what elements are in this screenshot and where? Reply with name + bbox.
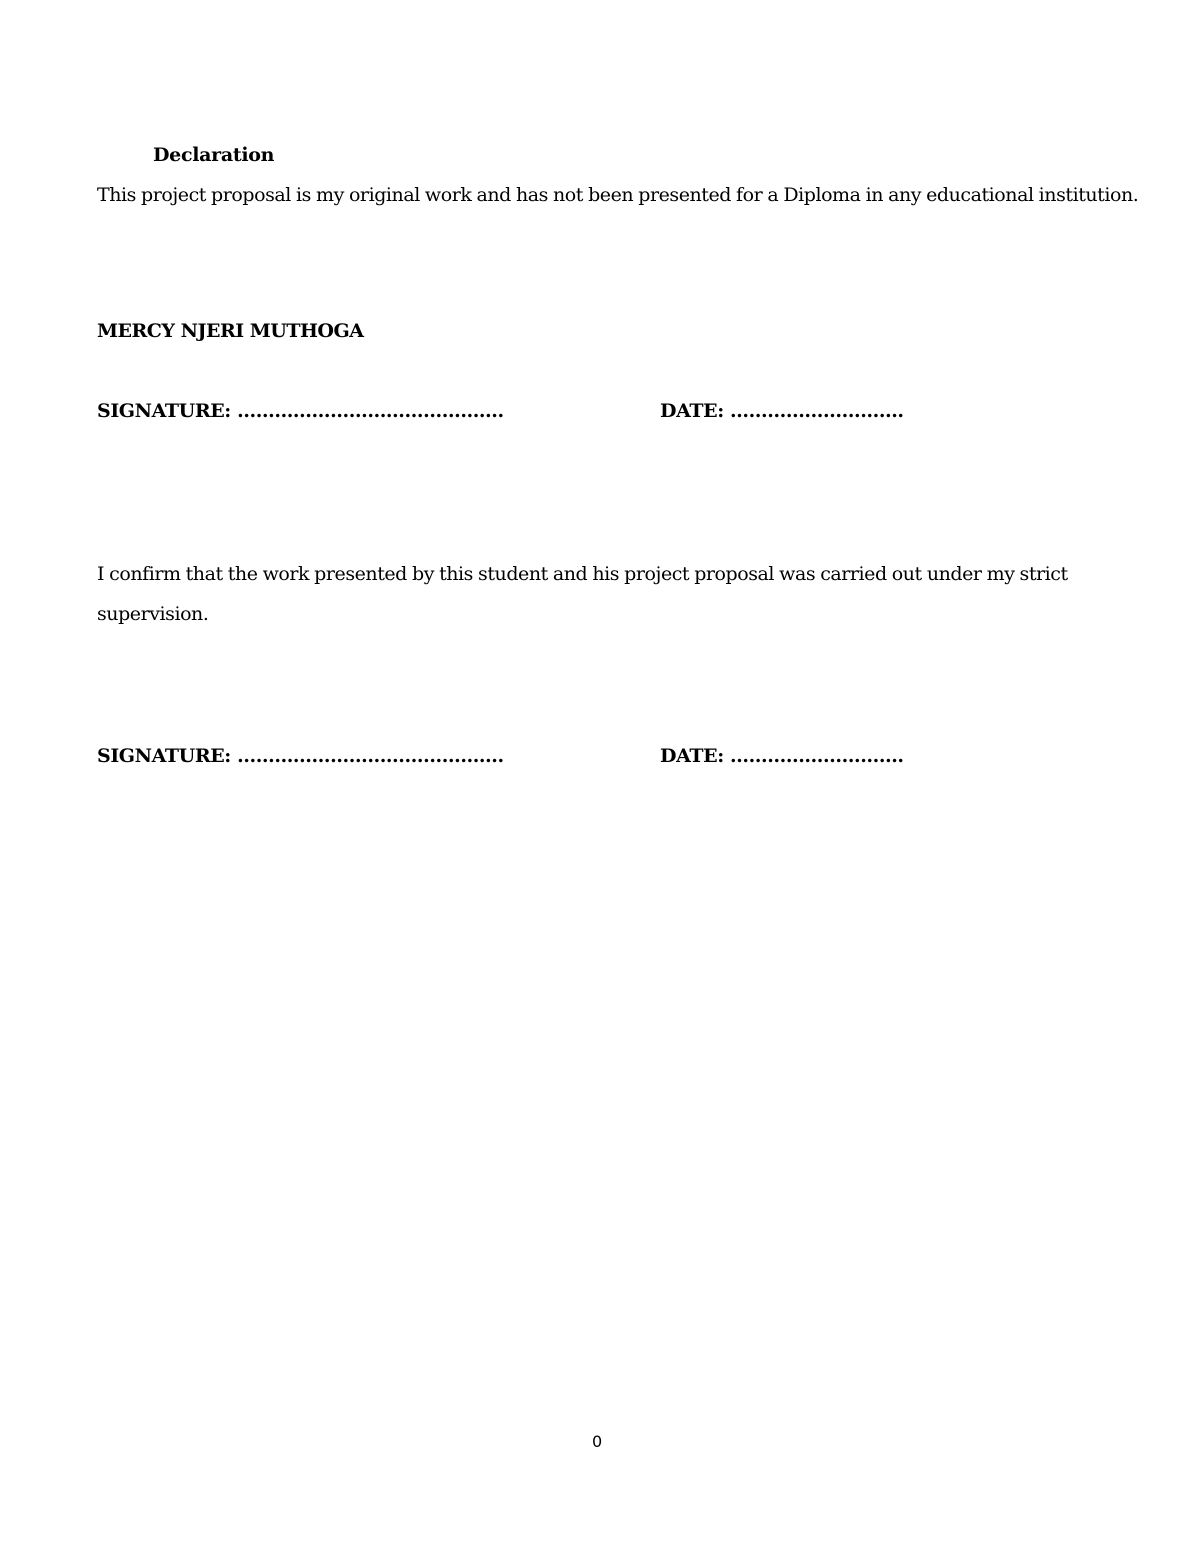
page-number: 0 [592,1432,603,1451]
supervisor-confirmation-line-2: supervision. [97,603,209,625]
declaration-statement: This project proposal is my original work and has not been presented for a Diploma in any educational institution. [97,184,1139,206]
supervisor-date-line: DATE: ………………………. [660,745,904,767]
student-signature-line: SIGNATURE: ……………………………………. [97,400,504,422]
supervisor-confirmation-line-1: I confirm that the work presented by this student and his project proposal was carried out under my strict [97,563,1068,585]
student-date-line: DATE: ………………………. [660,400,904,422]
supervisor-signature-line: SIGNATURE: ……………………………………. [97,745,504,767]
student-name: MERCY NJERI MUTHOGA [97,320,364,342]
declaration-heading: Declaration [153,144,275,166]
